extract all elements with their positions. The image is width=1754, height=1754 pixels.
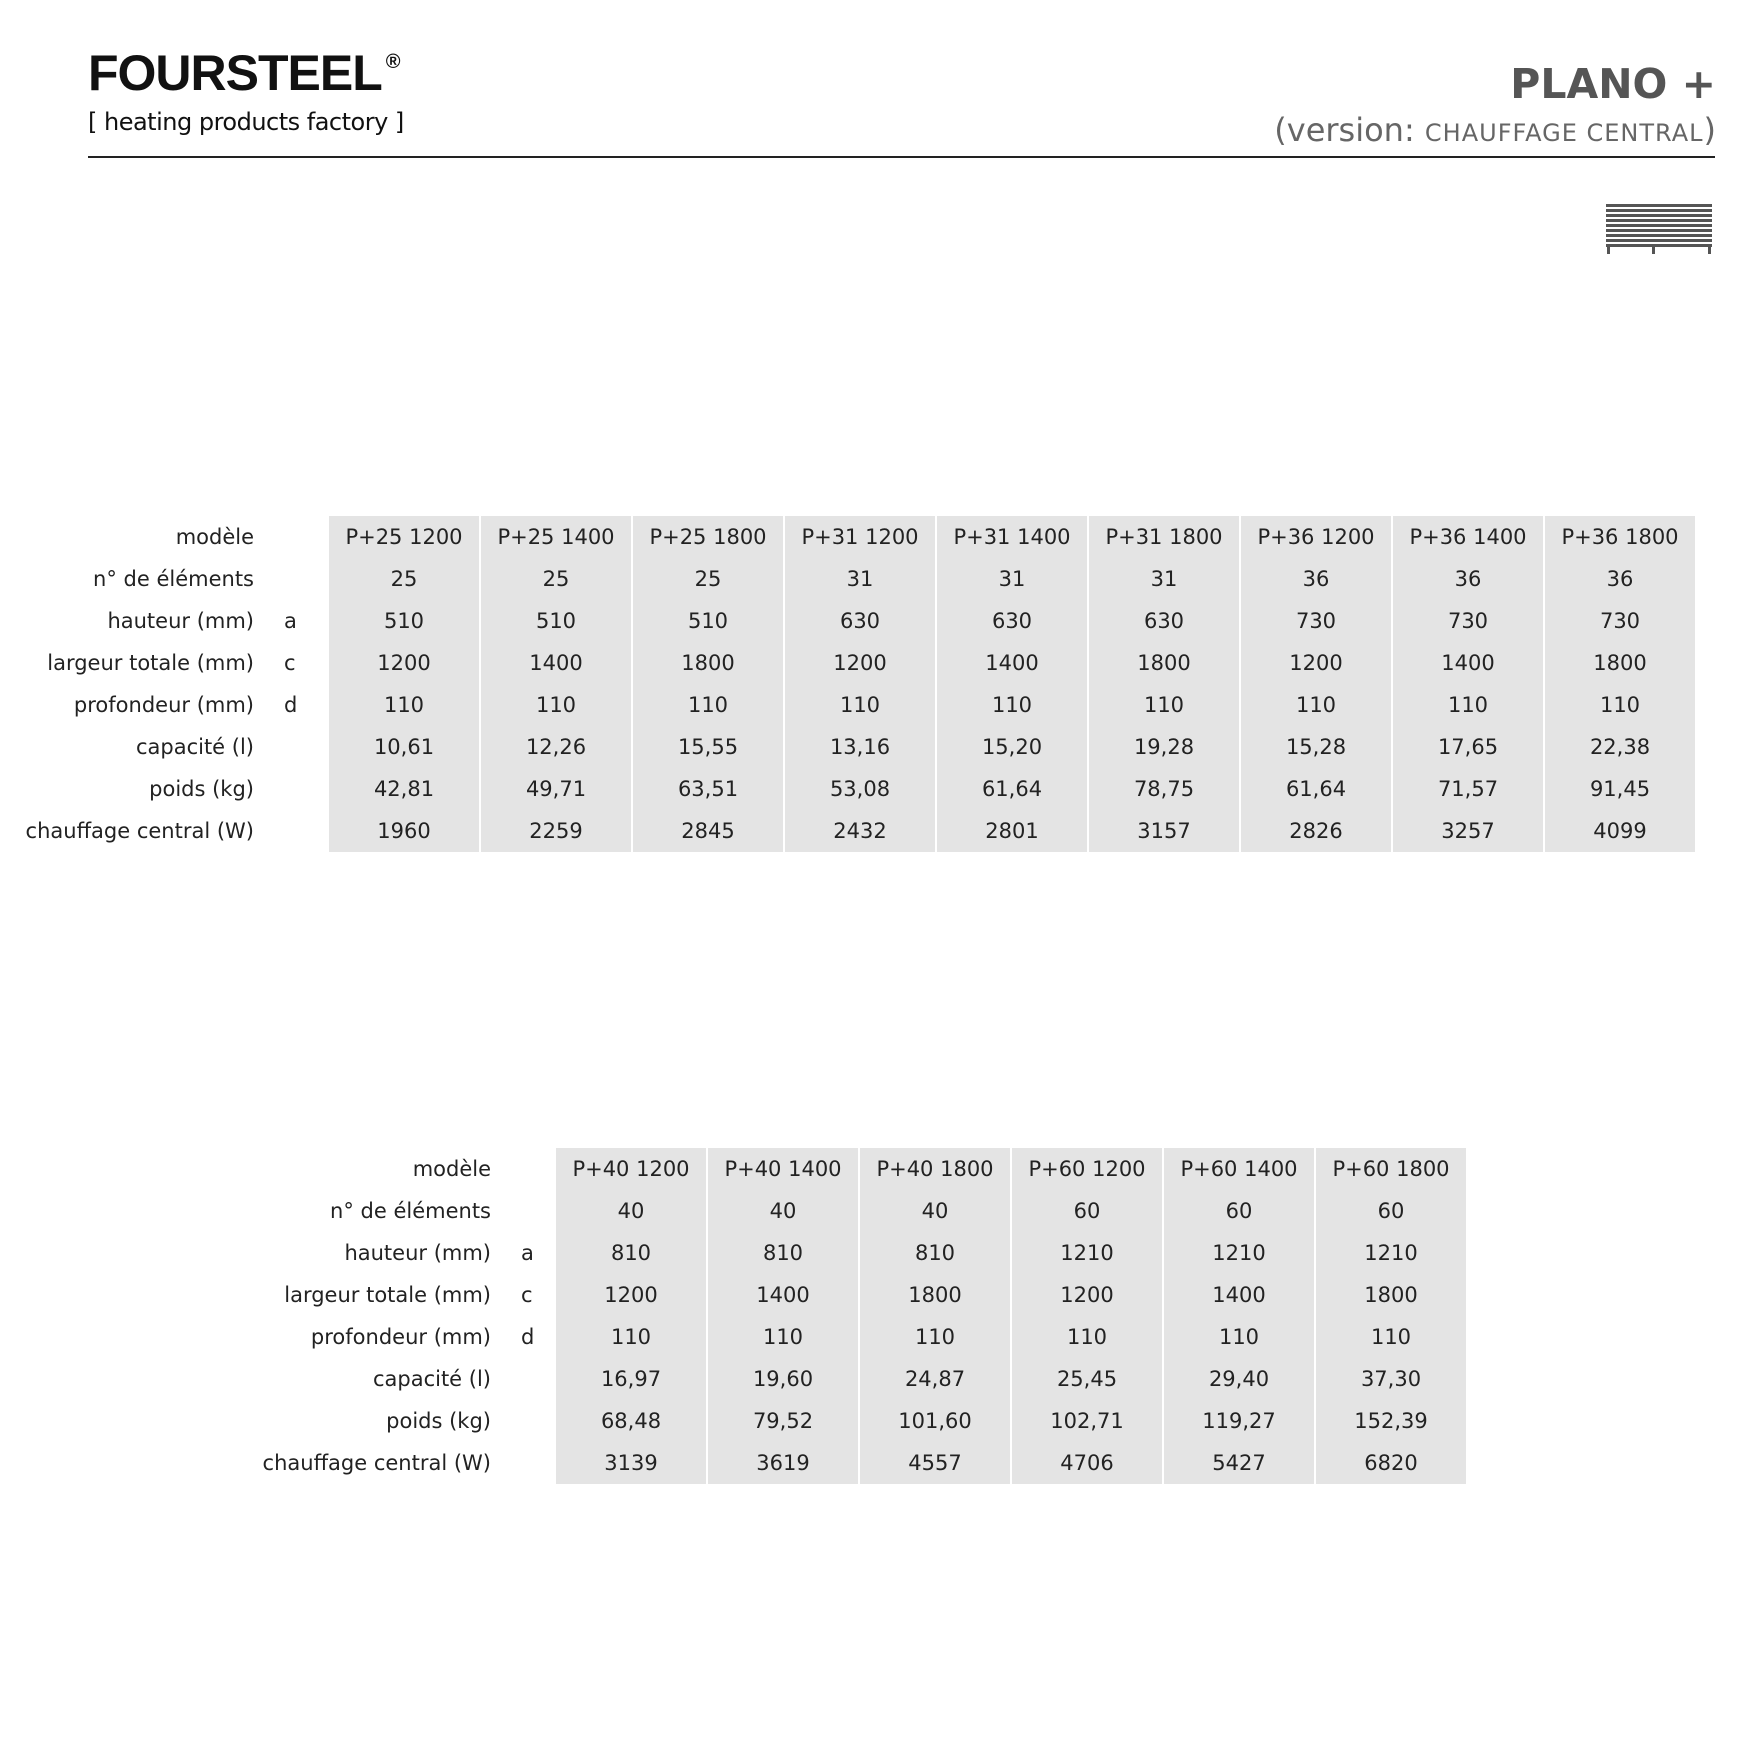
table-cell: 110 [785,684,935,726]
table1-row [0,684,1697,726]
table-cell: 110 [1316,1316,1466,1358]
table-cell: 1800 [1545,642,1695,684]
table2-row [0,1148,1468,1190]
table-cell: 3139 [556,1442,706,1484]
table-cell: 16,97 [556,1358,706,1400]
table-cell: P+40 1200 [556,1148,706,1190]
table-cell: 25 [481,558,631,600]
table-cell: 630 [1089,600,1239,642]
row-label: hauteur (mm) [344,1241,491,1265]
table-cell: 1800 [1316,1274,1466,1316]
table-cell: 810 [860,1232,1010,1274]
table-cell: 49,71 [481,768,631,810]
table2-row [0,1190,1468,1232]
version-prefix: (version: [1274,111,1425,149]
row-label: poids (kg) [386,1409,491,1433]
table-cell: 1400 [708,1274,858,1316]
table-cell: 110 [1393,684,1543,726]
table-cell: 19,28 [1089,726,1239,768]
table-cell: 1960 [329,810,479,852]
registered-mark: ® [385,51,400,73]
table-cell: P+25 1200 [329,516,479,558]
table-cell: 510 [329,600,479,642]
table1-row [0,558,1697,600]
table-cell: 15,55 [633,726,783,768]
version-suffix: ) [1703,111,1716,149]
table-cell: 36 [1545,558,1695,600]
table-cell: 68,48 [556,1400,706,1442]
table-cell: 2845 [633,810,783,852]
radiator-icon [1606,203,1712,255]
table-cell: 3619 [708,1442,858,1484]
row-label: hauteur (mm) [107,609,254,633]
table-cell: 1210 [1164,1232,1314,1274]
table-cell: 42,81 [329,768,479,810]
table-cell: 1400 [937,642,1087,684]
table-cell: 61,64 [1241,768,1391,810]
table-cell: 810 [556,1232,706,1274]
table-cell: 40 [556,1190,706,1232]
table-cell: 31 [1089,558,1239,600]
row-label: chauffage central (W) [262,1451,491,1475]
table-cell: 730 [1545,600,1695,642]
table-cell: 5427 [1164,1442,1314,1484]
table-cell: P+40 1400 [708,1148,858,1190]
row-label: modèle [175,525,254,549]
table-cell: 110 [708,1316,858,1358]
table-cell: P+25 1800 [633,516,783,558]
table-cell: 25 [329,558,479,600]
table-cell: 78,75 [1089,768,1239,810]
table-cell: 4099 [1545,810,1695,852]
table-cell: 60 [1316,1190,1466,1232]
spec-table-1 [0,516,1697,852]
table-cell: 110 [937,684,1087,726]
table-cell: 1210 [1316,1232,1466,1274]
table-cell: 31 [937,558,1087,600]
table-cell: 3157 [1089,810,1239,852]
table-cell: 110 [329,684,479,726]
brand-block [88,45,404,136]
table-cell: 6820 [1316,1442,1466,1484]
row-label: n° de éléments [93,567,254,591]
row-label: profondeur (mm) [73,693,254,717]
table2-row [0,1442,1468,1484]
table-cell: 110 [1545,684,1695,726]
table-cell: 25 [633,558,783,600]
table-cell: 101,60 [860,1400,1010,1442]
brand-logo [88,45,404,101]
table-cell: 630 [937,600,1087,642]
table-cell: 1200 [785,642,935,684]
table-cell: 2259 [481,810,631,852]
product-title: PLANO + [1510,60,1716,108]
row-label: capacité (l) [135,735,254,759]
header-divider [88,156,1715,158]
product-heading [1274,60,1716,149]
table-cell: 22,38 [1545,726,1695,768]
table-cell: 1210 [1012,1232,1162,1274]
table-cell: P+60 1400 [1164,1148,1314,1190]
table-cell: 110 [556,1316,706,1358]
row-label: largeur totale (mm) [284,1283,491,1307]
table-cell: 4706 [1012,1442,1162,1484]
table-cell: 61,64 [937,768,1087,810]
dimension-letter: d [284,693,298,717]
table-cell: 24,87 [860,1358,1010,1400]
table-cell: P+60 1200 [1012,1148,1162,1190]
table-cell: 4557 [860,1442,1010,1484]
table1-row [0,726,1697,768]
table-cell: P+25 1400 [481,516,631,558]
spec-table-2 [0,1148,1468,1484]
row-label: n° de éléments [330,1199,491,1223]
table-cell: P+40 1800 [860,1148,1010,1190]
product-version [1274,111,1716,149]
table-cell: 91,45 [1545,768,1695,810]
dimension-letter: c [521,1283,533,1307]
table-cell: 13,16 [785,726,935,768]
table-cell: P+36 1400 [1393,516,1543,558]
table-cell: 730 [1241,600,1391,642]
table-cell: 510 [633,600,783,642]
table-cell: 60 [1012,1190,1162,1232]
table-cell: 110 [1012,1316,1162,1358]
table-cell: 1200 [329,642,479,684]
table-cell: 1400 [1393,642,1543,684]
table2-row [0,1232,1468,1274]
table-cell: 25,45 [1012,1358,1162,1400]
table-cell: 1800 [633,642,783,684]
table-cell: 110 [481,684,631,726]
table-cell: 19,60 [708,1358,858,1400]
version-value: CHAUFFAGE CENTRAL [1424,119,1704,147]
table-cell: 110 [860,1316,1010,1358]
table-cell: 1200 [1012,1274,1162,1316]
table-cell: 37,30 [1316,1358,1466,1400]
table-cell: 79,52 [708,1400,858,1442]
table-cell: 12,26 [481,726,631,768]
table-cell: P+31 1200 [785,516,935,558]
table-cell: 510 [481,600,631,642]
table-cell: 1400 [1164,1274,1314,1316]
table2-row [0,1358,1468,1400]
table-cell: 40 [708,1190,858,1232]
brand-tagline: [ heating products factory ] [88,108,404,136]
dimension-letter: a [521,1241,534,1265]
table-cell: 53,08 [785,768,935,810]
row-label: chauffage central (W) [25,819,254,843]
table-cell: 110 [1089,684,1239,726]
table2-row [0,1316,1468,1358]
table-cell: 102,71 [1012,1400,1162,1442]
table1-row [0,642,1697,684]
table1-row [0,516,1697,558]
brand-name: FOURSTEEL [88,45,382,101]
table-cell: P+31 1400 [937,516,1087,558]
table-cell: P+36 1800 [1545,516,1695,558]
row-label: capacité (l) [372,1367,491,1391]
table-cell: 60 [1164,1190,1314,1232]
table-cell: 15,20 [937,726,1087,768]
table-cell: 119,27 [1164,1400,1314,1442]
table-cell: 152,39 [1316,1400,1466,1442]
table-cell: 3257 [1393,810,1543,852]
table-cell: P+60 1800 [1316,1148,1466,1190]
table-cell: P+31 1800 [1089,516,1239,558]
table-cell: 10,61 [329,726,479,768]
table-cell: 1800 [1089,642,1239,684]
row-label: modèle [412,1157,491,1181]
table-cell: 730 [1393,600,1543,642]
table-cell: 110 [1164,1316,1314,1358]
table-cell: 810 [708,1232,858,1274]
table-cell: 110 [633,684,783,726]
dimension-letter: a [284,609,297,633]
table2-row [0,1274,1468,1316]
table-cell: 630 [785,600,935,642]
table-cell: 2432 [785,810,935,852]
table-cell: 15,28 [1241,726,1391,768]
table1-row [0,600,1697,642]
table-cell: 1800 [860,1274,1010,1316]
table-cell: 36 [1393,558,1543,600]
table1-row [0,768,1697,810]
table-cell: 1200 [1241,642,1391,684]
table-cell: 1200 [556,1274,706,1316]
table-cell: 2801 [937,810,1087,852]
table-cell: 17,65 [1393,726,1543,768]
table-cell: 110 [1241,684,1391,726]
dimension-letter: d [521,1325,535,1349]
table-cell: 2826 [1241,810,1391,852]
table-cell: 36 [1241,558,1391,600]
table-cell: 71,57 [1393,768,1543,810]
table2-row [0,1400,1468,1442]
table-cell: 31 [785,558,935,600]
dimension-letter: c [284,651,296,675]
table-cell: P+36 1200 [1241,516,1391,558]
table-cell: 1400 [481,642,631,684]
row-label: largeur totale (mm) [47,651,254,675]
table-cell: 29,40 [1164,1358,1314,1400]
row-label: profondeur (mm) [310,1325,491,1349]
table1-row [0,810,1697,852]
table-cell: 63,51 [633,768,783,810]
row-label: poids (kg) [149,777,254,801]
table-cell: 40 [860,1190,1010,1232]
